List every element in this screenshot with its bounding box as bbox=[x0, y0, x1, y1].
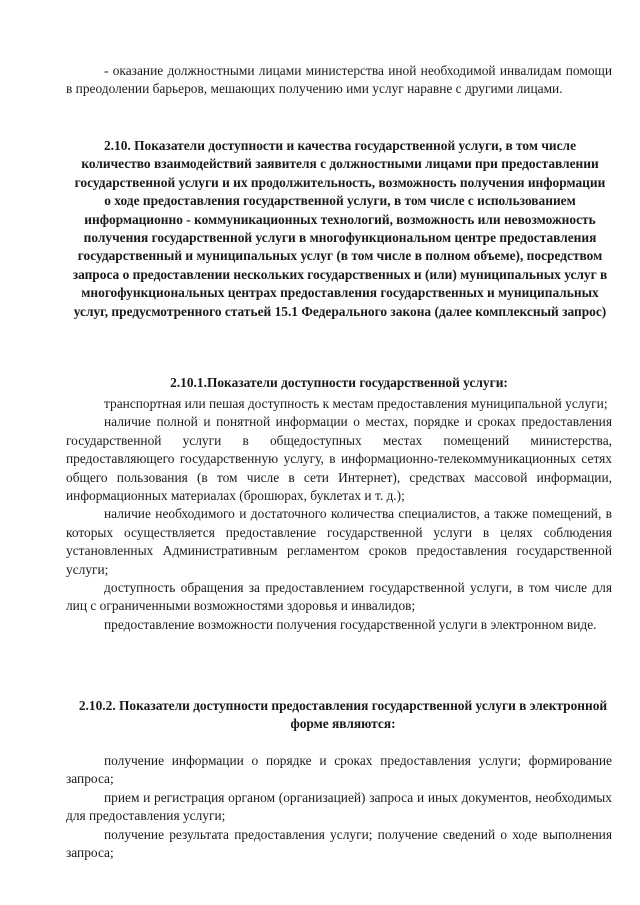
list-item: наличие необходимого и достаточного количества специалистов, а также помещений, в которых осуществляется предоставление государственной услуги в целях соблюдения установленных Административным регламентом сроков предоставления государственной услуги; bbox=[66, 506, 612, 577]
intro-item: - оказание должностными лицами министерства иной необходимой инвалидам помощи в преодолении барьеров, мешающих получению ими услуг наравне с другими лицами. bbox=[66, 63, 612, 97]
list-item: транспортная или пешая доступность к местам предоставления муниципальной услуги; bbox=[104, 396, 608, 411]
intro-paragraph bbox=[66, 62, 612, 99]
section-2-10-1-heading: 2.10.1.Показатели доступности государственной услуги: bbox=[170, 375, 508, 390]
list-item: наличие полной и понятной информации о местах, порядке и сроках предоставления государственной услуги в общедоступных местах помещений министерства, предоставляющего государственную услугу, в информационно-телекоммуникационных сетях общего пользования (в том числе в сети Интернет), средствах массовой информации, информационных материалах (брошюрах, буклетах и т. д.); bbox=[66, 414, 612, 504]
section-2-10-1-list bbox=[66, 395, 612, 634]
section-2-10-2-heading: 2.10.2. Показатели доступности предоставления государственной услуги в электронной форме являются: bbox=[78, 698, 608, 732]
section-2-10-heading: 2.10. Показатели доступности и качества государственной услуги, в том числе количество взаимодействий заявителя с должностными лицами при предоставлении государственной услуги и их продолжительность, возможность получения информации о ходе предоставления государственной услуги, в том числе с использованием информационно - коммуникационных технологий, возможность или невозможность получения государственной услуги в многофункциональном центре предоставления государственный и муниципальных услуг (в том числе в полном объеме), посредством запроса о предоставлении нескольких государственных и (или) муниципальных услуг в многофункциональных центрах предоставления государственных и муниципальных услуг, предусмотренного статьей 15.1 Федерального закона (далее комплексный запрос) bbox=[72, 138, 608, 319]
section-2-10-1-heading-block bbox=[66, 374, 612, 392]
section-2-10-2-list bbox=[66, 752, 612, 862]
section-2-10 bbox=[70, 137, 610, 321]
list-item: получение результата предоставления услуги; получение сведений о ходе выполнения запроса; bbox=[66, 826, 612, 861]
list-item: получение информации о порядке и сроках предоставления услуги; формирование запроса; bbox=[66, 753, 612, 787]
list-item: доступность обращения за предоставлением государственной услуги, в том числе для лиц с ограниченными возможностями здоровья и инвалидов; bbox=[66, 580, 612, 614]
section-2-10-2-heading-block bbox=[76, 697, 610, 734]
list-item: предоставление возможности получения государственной услуги в электронном виде. bbox=[104, 616, 597, 632]
list-item: прием и регистрация органом (организацией) запроса и иных документов, необходимых для предоставления услуги; bbox=[66, 789, 612, 824]
